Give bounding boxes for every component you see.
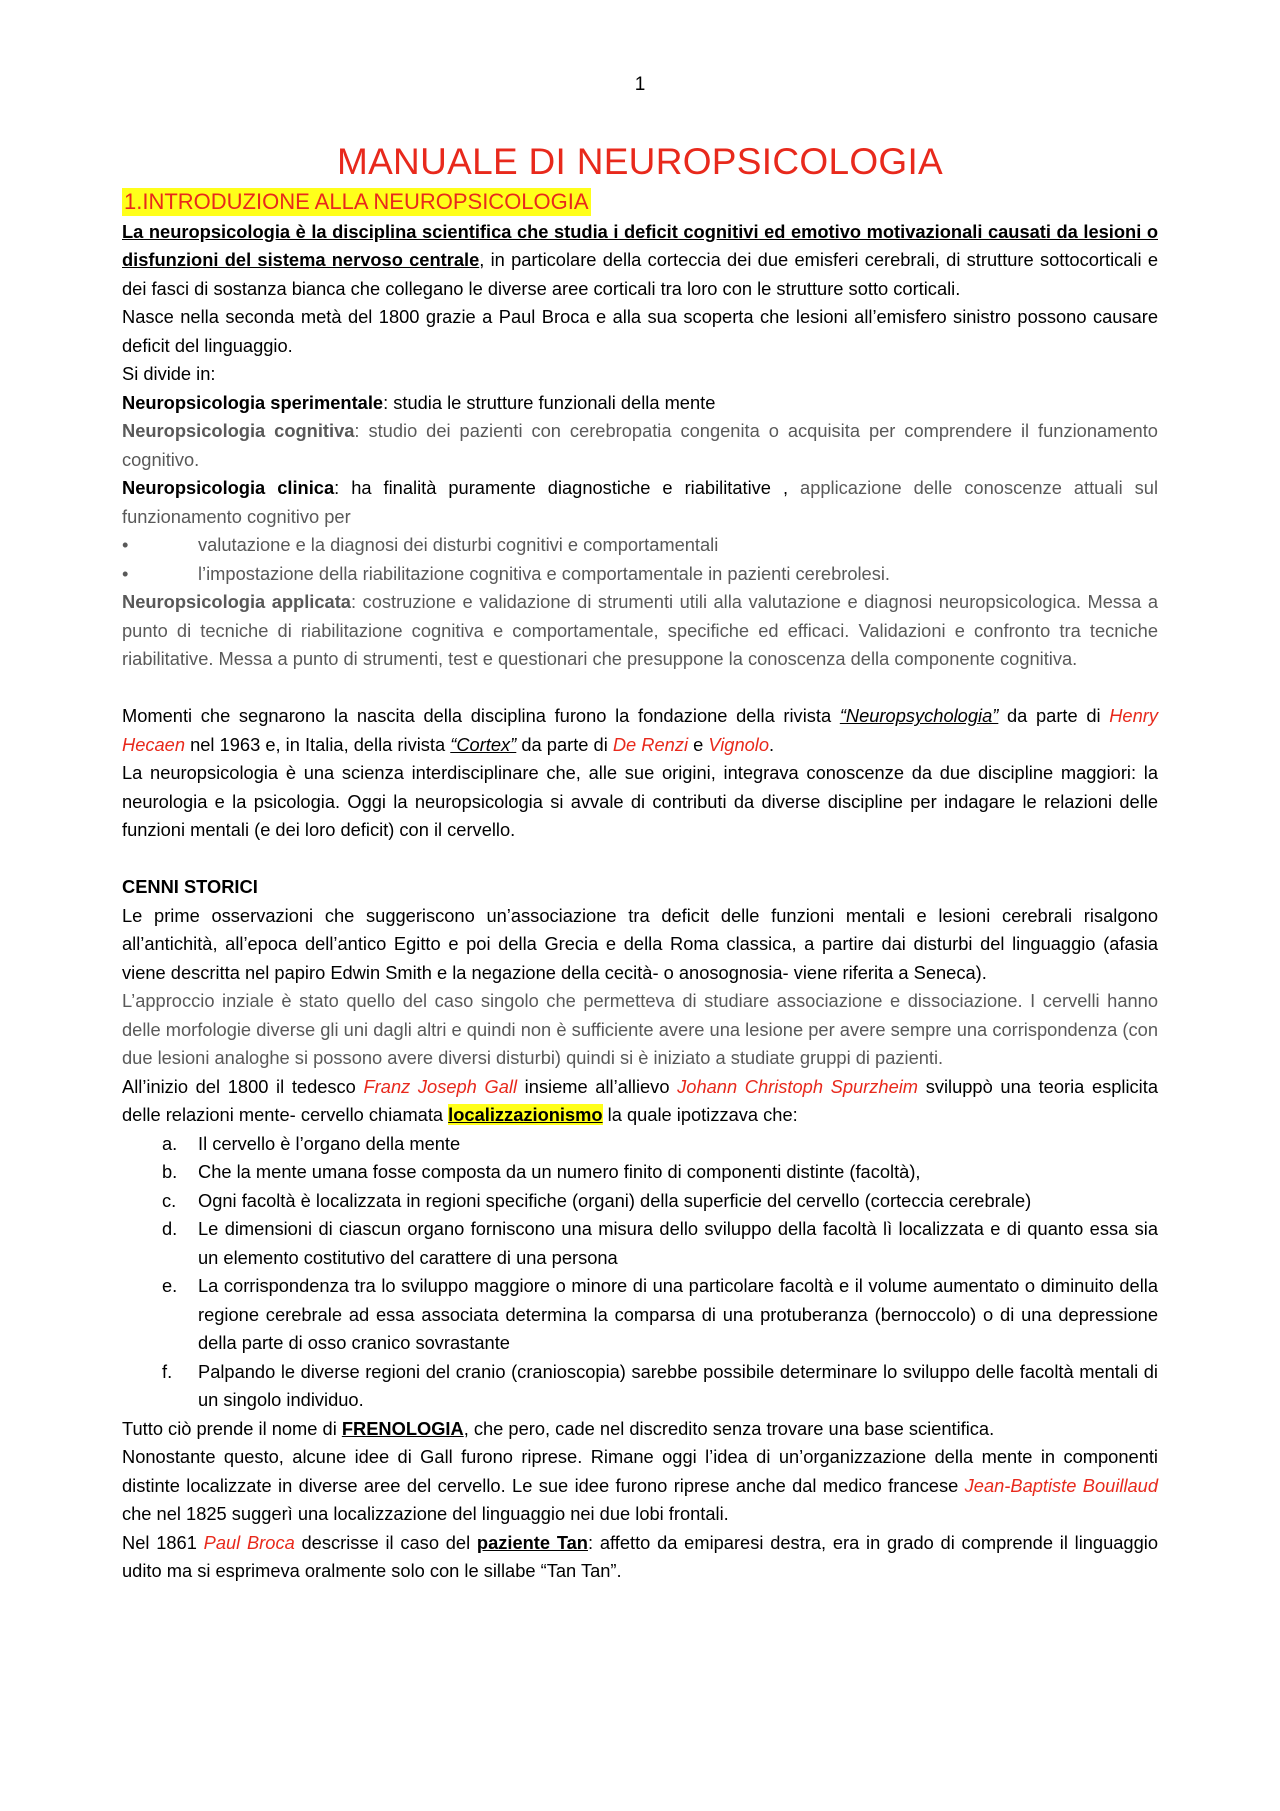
history-heading: CENNI STORICI bbox=[122, 876, 258, 898]
text-run: , che pero, cade nel discredito senza trovare una base scientifica. bbox=[463, 1417, 995, 1439]
list-item bbox=[122, 1158, 1158, 1187]
list-item bbox=[122, 1187, 1158, 1216]
text-run: . bbox=[769, 733, 775, 755]
bullet-marker: • bbox=[122, 562, 129, 584]
journal-cortex: “Cortex” bbox=[450, 733, 517, 755]
list-text: Che la mente umana fosse composta da un numero finito di componenti distinte (facoltà), bbox=[198, 1161, 921, 1183]
list-marker: d. bbox=[162, 1218, 178, 1240]
person-name: Henry Hecaen bbox=[122, 705, 1158, 755]
text-run: che nel 1825 suggerì una localizzazione del linguaggio nei due lobi frontali. bbox=[122, 1503, 729, 1525]
person-name: Jean-Baptiste Bouillaud bbox=[964, 1474, 1159, 1496]
bullet-item bbox=[122, 560, 1158, 589]
text-run: All’inizio del 1800 il tedesco bbox=[122, 1075, 364, 1097]
list-text: La corrispondenza tra lo sviluppo maggiore o minore di una particolare facoltà e il volume aumentato o diminuito della regione cerebrale ad essa associata determina la comparsa di una protuberanza (bernoccolo) o di una depressione della parte di osso cranico sovrastante bbox=[198, 1275, 1158, 1354]
branch-term: Neuropsicologia sperimentale bbox=[122, 391, 384, 413]
list-marker: e. bbox=[162, 1275, 178, 1297]
branch-text-grey: applicazione delle conoscenze attuali sul funzionamento cognitivo per bbox=[122, 477, 1159, 527]
person-name: Johann Christoph Spurzheim bbox=[677, 1075, 919, 1097]
gall-paragraph bbox=[122, 1073, 1158, 1130]
person-name: Vignolo bbox=[708, 733, 770, 755]
bullet-text: l’impostazione della riabilitazione cognitiva e comportamentale in pazienti cerebrolesi. bbox=[198, 562, 891, 584]
text-run: sviluppò una teoria esplicita delle relazioni mente- cervello chiamata bbox=[122, 1075, 1158, 1126]
bullet-marker: • bbox=[122, 534, 129, 556]
text-run: da parte di bbox=[998, 705, 1110, 727]
page-number: 1 bbox=[634, 74, 646, 95]
branch-text: : studio dei pazienti con cerebropatia congenita o acquisita per comprendere il funzionamento cognitivo. bbox=[122, 420, 1158, 470]
definition-rest: , in particolare della corteccia dei due emisferi cerebrali, di strutture sottocorticali e dei fasci di sostanza bianca che collegano le diverse aree corticali tra loro con le strutture sotto corticali. bbox=[122, 249, 1158, 299]
branch-cognitiva bbox=[122, 417, 1158, 474]
localizationism-list bbox=[122, 1130, 1158, 1415]
bullet-item bbox=[122, 531, 1158, 560]
text-run: descrisse il caso del bbox=[294, 1531, 477, 1553]
text-run: Tutto ciò prende il nome di bbox=[122, 1417, 342, 1439]
branch-term: Neuropsicologia applicata bbox=[122, 591, 351, 613]
text-run: : affetto da emiparesi destra, era in grado di comprende il linguaggio udito ma si esprimeva oralmente solo con le sillabe “Tan Tan”. bbox=[122, 1531, 1158, 1582]
list-marker: c. bbox=[162, 1189, 177, 1211]
document-page bbox=[122, 74, 1158, 1586]
text-run: insieme all’allievo bbox=[517, 1075, 678, 1097]
journal-neuropsychologia: “Neuropsychologia” bbox=[839, 705, 999, 727]
bullet-text: valutazione e la diagnosi dei disturbi cognitivi e comportamentali bbox=[198, 534, 719, 556]
moments-paragraph bbox=[122, 702, 1158, 759]
text-run: Nel 1861 bbox=[122, 1531, 204, 1553]
branch-clinica bbox=[122, 474, 1158, 531]
list-marker: b. bbox=[162, 1161, 178, 1183]
branch-text: : studia le strutture funzionali della mente bbox=[383, 391, 716, 413]
definition-text: La neuropsicologia è la disciplina scientifica che studia i deficit cognitivi ed emotivo motivazionali causati da lesioni o disfunzioni del sistema nervoso centrale bbox=[122, 220, 1158, 271]
document-title: MANUALE DI NEUROPSICOLOGIA bbox=[336, 141, 944, 182]
text-run: Nonostante questo, alcune idee di Gall furono riprese. Rimane oggi l’idea di un’organizzazione della mente in componenti distinte localizzate in diverse aree del cervello. Le sue idee furono riprese anche dal medico francese bbox=[122, 1446, 1158, 1496]
history-paragraph-1: Le prime osservazioni che suggeriscono un’associazione tra deficit delle funzioni mentali e lesioni cerebrali risalgono all’antichità, all’epoca dell’antico Egitto e poi della Grecia e della Roma classica, a partire dai disturbi del linguaggio (afasia viene descritta nel papiro Edwin Smith e la negazione della cecità- o anosognosia- viene riferita a Seneca). bbox=[122, 904, 1158, 983]
chapter-heading: 1.INTRODUZIONE ALLA NEUROPSICOLOGIA bbox=[124, 189, 589, 215]
branch-term: Neuropsicologia clinica bbox=[122, 477, 335, 499]
broca-paragraph bbox=[122, 1529, 1158, 1586]
person-name: Paul Broca bbox=[203, 1531, 295, 1553]
history-paragraph-2: L’approccio inziale è stato quello del caso singolo che permetteva di studiare associazione e dissociazione. I cervelli hanno delle morfologie diverse gli uni dagli altri e quindi non è sufficiente avere una lesione per avere sempre una corrispondenza (con due lesioni analoghe si possono avere diversi disturbi) quindi si è iniziato a studiate gruppi di pazienti. bbox=[122, 990, 1158, 1069]
text-run: nel 1963 e, in Italia, della rivista bbox=[185, 733, 451, 755]
branch-text: : costruzione e validazione di strumenti utili alla valutazione e diagnosi neuropsicologica. Messa a punto di tecniche di riabilitazione cognitiva e comportamentale, specifiche ed efficaci. Validazioni e confronto tra tecniche riabilitative. Messa a punto di strumenti, test e questionari che presuppone la conoscenza della componente cognitiva. bbox=[122, 591, 1158, 670]
intro-definition-paragraph bbox=[122, 218, 1158, 304]
bouillaud-paragraph bbox=[122, 1443, 1158, 1529]
branch-text: : ha finalità puramente diagnostiche e riabilitative , bbox=[334, 477, 789, 499]
list-item bbox=[122, 1215, 1158, 1272]
frenologia-paragraph bbox=[122, 1415, 1158, 1444]
text-run: e bbox=[688, 733, 709, 755]
text-run: la quale ipotizzava che: bbox=[602, 1104, 798, 1126]
person-name: De Renzi bbox=[612, 733, 689, 755]
list-text: Il cervello è l’organo della mente bbox=[198, 1132, 461, 1154]
list-item bbox=[122, 1272, 1158, 1358]
divides-line: Si divide in: bbox=[122, 363, 216, 385]
list-item bbox=[122, 1130, 1158, 1159]
list-marker: a. bbox=[162, 1132, 178, 1154]
term-frenologia: FRENOLOGIA bbox=[341, 1417, 464, 1439]
branch-applicata bbox=[122, 588, 1158, 674]
branch-sperimentale bbox=[122, 389, 1158, 418]
list-text: Palpando le diverse regioni del cranio (cranioscopia) sarebbe possibile determinare lo sviluppo delle facoltà mentali di un singolo individuo. bbox=[198, 1360, 1158, 1411]
branch-term: Neuropsicologia cognitiva bbox=[122, 420, 355, 442]
history-heading-line bbox=[122, 873, 1158, 902]
list-item bbox=[122, 1358, 1158, 1415]
list-marker: f. bbox=[162, 1360, 173, 1382]
list-text: Le dimensioni di ciascun organo forniscono una misura dello sviluppo della facoltà lì localizzata e di quanto essa sia un elemento costitutivo del carattere di una persona bbox=[198, 1218, 1158, 1268]
text-run: da parte di bbox=[516, 733, 613, 755]
interdisciplinary-paragraph: La neuropsicologia è una scienza interdisciplinare che, alle sue origini, integrava conoscenze da due discipline maggiori: la neurologia e la psicologia. Oggi la neuropsicologia si avvale di contributi da diverse discipline per indagare le relazioni delle funzioni mentali (e dei loro deficit) con il cervello. bbox=[122, 762, 1158, 841]
term-paziente-tan: paziente Tan bbox=[476, 1531, 588, 1553]
term-localizzazionismo: localizzazionismo bbox=[448, 1104, 603, 1126]
list-text: Ogni facoltà è localizzata in regioni specifiche (organi) della superficie del cervello (corteccia cerebrale) bbox=[198, 1189, 1032, 1211]
text-run: Momenti che segnarono la nascita della disciplina furono la fondazione della rivista bbox=[122, 705, 840, 727]
intro-birth-paragraph: Nasce nella seconda metà del 1800 grazie a Paul Broca e alla sua scoperta che lesioni all’emisfero sinistro possono causare deficit del linguaggio. bbox=[122, 306, 1158, 356]
person-name: Franz Joseph Gall bbox=[363, 1075, 518, 1097]
